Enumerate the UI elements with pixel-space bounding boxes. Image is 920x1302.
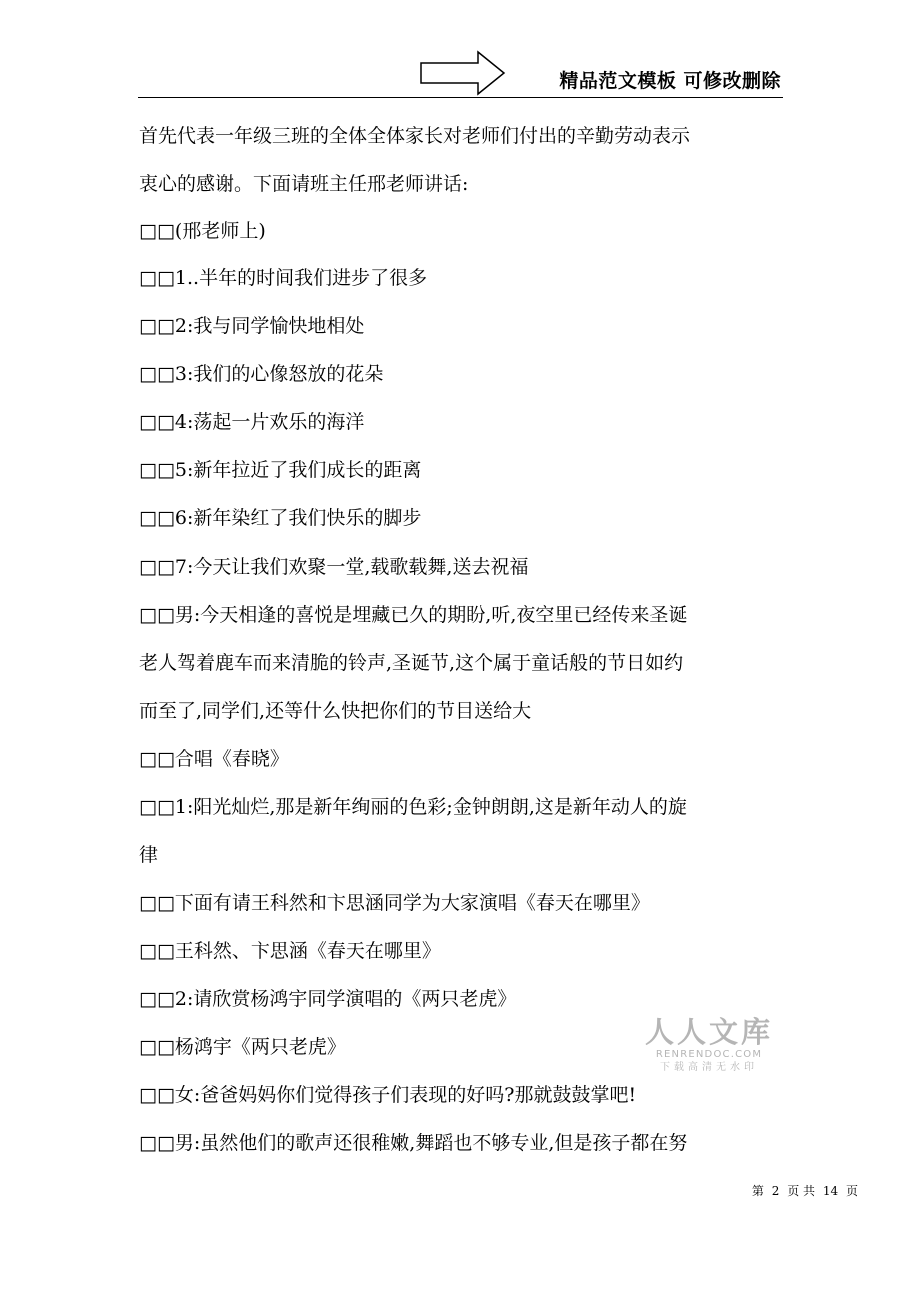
- text-line: □□3:我们的心像怒放的花朵: [139, 363, 384, 385]
- watermark-main: 人人文库: [644, 1015, 773, 1049]
- text-line: □□合唱《春晓》: [139, 748, 289, 770]
- text-line: □□下面有请王科然和卞思涵同学为大家演唱《春天在哪里》: [139, 892, 650, 914]
- footer-total-pages: 14: [822, 1184, 839, 1198]
- watermark-url: RENRENDOC.COM: [655, 1049, 763, 1060]
- text-line: 老人驾着鹿车而来清脆的铃声,圣诞节,这个属于童话般的节日如约: [139, 652, 684, 674]
- text-line: □□杨鸿宇《两只老虎》: [139, 1036, 346, 1058]
- text-line: □□5:新年拉近了我们成长的距离: [139, 459, 422, 481]
- text-line: □□2:我与同学愉快地相处: [139, 315, 365, 337]
- page-footer: [750, 1182, 860, 1199]
- text-line: 首先代表一年级三班的全体全体家长对老师们付出的辛勤劳动表示: [139, 125, 691, 147]
- header-title: 精品范文模板 可修改删除: [559, 70, 781, 92]
- text-line: □□1..半年的时间我们进步了很多: [139, 267, 428, 289]
- watermark-sub: 下载高清无水印: [660, 1062, 758, 1073]
- text-line: □□7:今天让我们欢聚一堂,载歌载舞,送去祝福: [139, 556, 529, 578]
- footer-suffix: 页: [845, 1184, 858, 1198]
- footer-prefix: 第: [751, 1184, 764, 1198]
- arrow-right-outline-icon: [420, 50, 506, 98]
- text-line: 衷心的感谢。下面请班主任邢老师讲话:: [139, 173, 469, 195]
- watermark: [643, 1016, 775, 1074]
- text-line: 而至了,同学们,还等什么快把你们的节目送给大: [139, 700, 532, 722]
- footer-mid: 页 共: [787, 1184, 816, 1198]
- text-line: □□4:荡起一片欢乐的海洋: [139, 411, 365, 433]
- text-line: □□(邢老师上): [139, 220, 266, 242]
- text-line: □□6:新年染红了我们快乐的脚步: [139, 507, 422, 529]
- page-header: [138, 50, 783, 98]
- header-rule: [138, 97, 783, 98]
- text-line: □□王科然、卞思涵《春天在哪里》: [139, 940, 441, 962]
- text-line: □□2:请欣赏杨鸿宇同学演唱的《两只老虎》: [139, 988, 517, 1010]
- text-line: □□1:阳光灿烂,那是新年绚丽的色彩;金钟朗朗,这是新年动人的旋: [139, 796, 687, 818]
- text-line: □□男:今天相逢的喜悦是埋藏已久的期盼,听,夜空里已经传来圣诞: [139, 604, 688, 626]
- text-line: □□男:虽然他们的歌声还很稚嫩,舞蹈也不够专业,但是孩子都在努: [139, 1132, 688, 1154]
- footer-page-number: 2: [771, 1184, 780, 1198]
- text-line: 律: [139, 844, 159, 866]
- text-line: □□女:爸爸妈妈你们觉得孩子们表现的好吗?那就鼓鼓掌吧!: [139, 1084, 637, 1106]
